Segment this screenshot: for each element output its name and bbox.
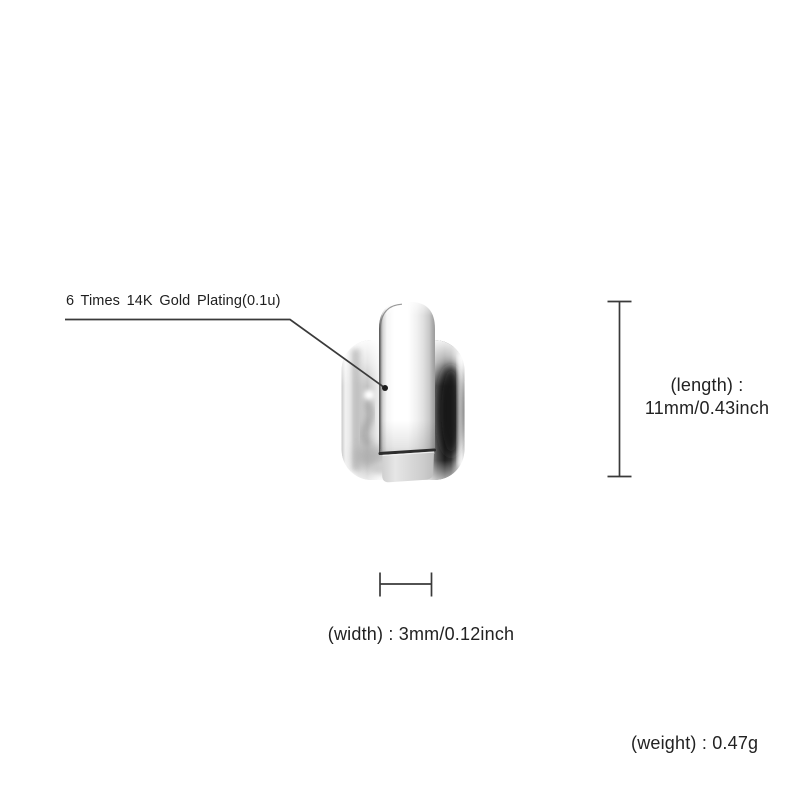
tooth-grill-product-photo [338,299,468,485]
weight-label: (weight) : 0.47g [631,733,759,753]
length-dimension-label [597,374,800,419]
length-dimension-value: 11mm/0.43inch [644,397,770,418]
length-dimension-title: (length) : [670,375,744,395]
width-dimension-line [380,573,432,597]
tooth-bottom-band [382,452,434,482]
plating-callout-label: 6 Times 14K Gold Plating(0.1u) [66,293,281,309]
width-dimension-label: (width) : 3mm/0.12inch [327,624,515,644]
tooth-front-bar [379,302,435,454]
